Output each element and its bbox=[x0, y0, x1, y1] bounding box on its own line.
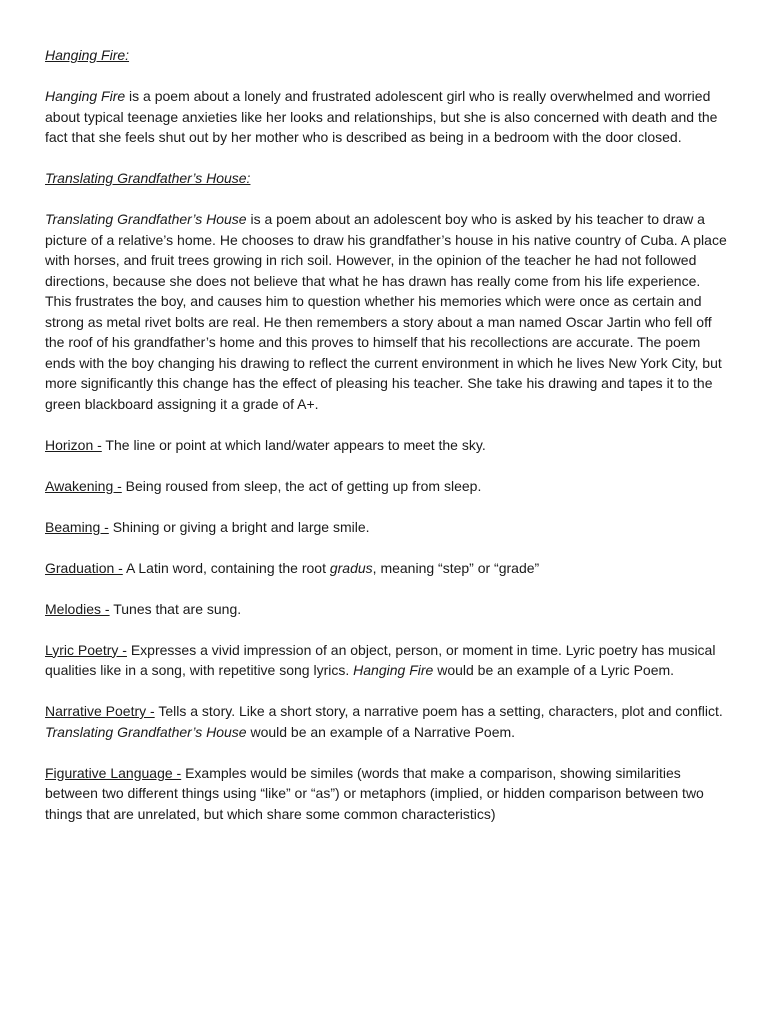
glossary-term: Awakening - bbox=[45, 477, 122, 494]
glossary-entry-horizon bbox=[45, 435, 728, 456]
glossary-entry-beaming bbox=[45, 517, 728, 538]
glossary-definition: Tunes that are sung. bbox=[109, 600, 242, 617]
glossary-entry-melodies bbox=[45, 599, 728, 620]
glossary-definition-italic: Hanging Fire bbox=[353, 662, 434, 678]
heading-text: Translating Grandfather’s House: bbox=[45, 170, 251, 186]
glossary-definition: Examples would be similes (words that make a comparison, showing similarities between two different things using “like” or “as”) or metaphors (implied, or hidden comparison between two things that are unrelated, but which share some common characteristics) bbox=[45, 764, 704, 822]
poem-title: Translating Grandfather’s House bbox=[45, 211, 247, 227]
glossary-definition: would be an example of a Lyric Poem. bbox=[433, 662, 675, 678]
glossary-definition: Expresses a vivid impression of an object, person, or moment in time. Lyric poetry has musical qualities like in a song, with repetitive song lyrics. bbox=[45, 641, 716, 678]
poem-title: Hanging Fire bbox=[45, 88, 126, 104]
glossary-entry-narrative-poetry bbox=[45, 701, 728, 742]
glossary-entry-graduation bbox=[45, 558, 728, 579]
glossary-definition: The line or point at which land/water appears to meet the sky. bbox=[101, 436, 486, 453]
glossary-definition-italic: gradus bbox=[329, 559, 373, 576]
glossary-entry-lyric-poetry bbox=[45, 640, 728, 681]
glossary-definition-italic: Translating Grandfather’s House bbox=[45, 723, 247, 740]
glossary-definition: A Latin word, containing the root bbox=[122, 559, 330, 576]
glossary-definition: Shining or giving a bright and large smile. bbox=[108, 518, 370, 535]
glossary-term: Beaming - bbox=[45, 518, 109, 535]
paragraph-text: is a poem about a lonely and frustrated adolescent girl who is really overwhelmed and worried about typical teenage anxieties like her looks and relationships, but she is also concerned with death and the fact that she feels shut out by her mother who is described as being in a bedroom with the door closed. bbox=[45, 88, 718, 145]
glossary-entry-figurative-language bbox=[45, 763, 728, 825]
glossary-definition: Tells a story. Like a short story, a narrative poem has a setting, characters, plot and conflict. bbox=[154, 703, 723, 719]
glossary-definition: Being roused from sleep, the act of getting up from sleep. bbox=[121, 477, 482, 494]
section-heading-translating-grandfathers-house bbox=[45, 168, 728, 189]
glossary-term: Figurative Language - bbox=[45, 764, 182, 781]
glossary-term: Horizon - bbox=[45, 436, 102, 453]
section-heading-hanging-fire bbox=[45, 45, 728, 66]
glossary-definition: would be an example of a Narrative Poem. bbox=[246, 723, 516, 740]
glossary-term: Narrative Poetry - bbox=[45, 703, 155, 719]
glossary-term: Lyric Poetry - bbox=[45, 641, 127, 658]
paragraph-translating-grandfathers-house bbox=[45, 209, 728, 414]
glossary-term: Graduation - bbox=[45, 559, 123, 576]
glossary-definition: , meaning “step” or “grade” bbox=[372, 559, 540, 576]
paragraph-text: is a poem about an adolescent boy who is asked by his teacher to draw a picture of a relative’s home. He chooses to draw his grandfather’s house in his native country of Cuba. A place with horses, and fruit trees growing in rich soil. However, in the opinion of the teacher he had not followed directions, because she does not believe that what he has drawn has really come from his life experience. This frustrates the boy, and causes him to question whether his memories which were once as certain and strong as metal rivet bolts are real. He then remembers a story about a man named Oscar Jartin who fell off the roof of his grandfather’s home and this proves to himself that his recollections are accurate. The poem ends with the boy changing his drawing to reflect the current environment in which he lives New York City, but more significantly this change has the effect of pleasing his teacher. She take his drawing and tapes it to the green blackboard assigning it a grade of A+. bbox=[45, 211, 727, 412]
paragraph-hanging-fire bbox=[45, 86, 728, 148]
glossary-entry-awakening bbox=[45, 476, 728, 497]
glossary-term: Melodies - bbox=[45, 600, 110, 617]
heading-text: Hanging Fire: bbox=[45, 47, 130, 63]
